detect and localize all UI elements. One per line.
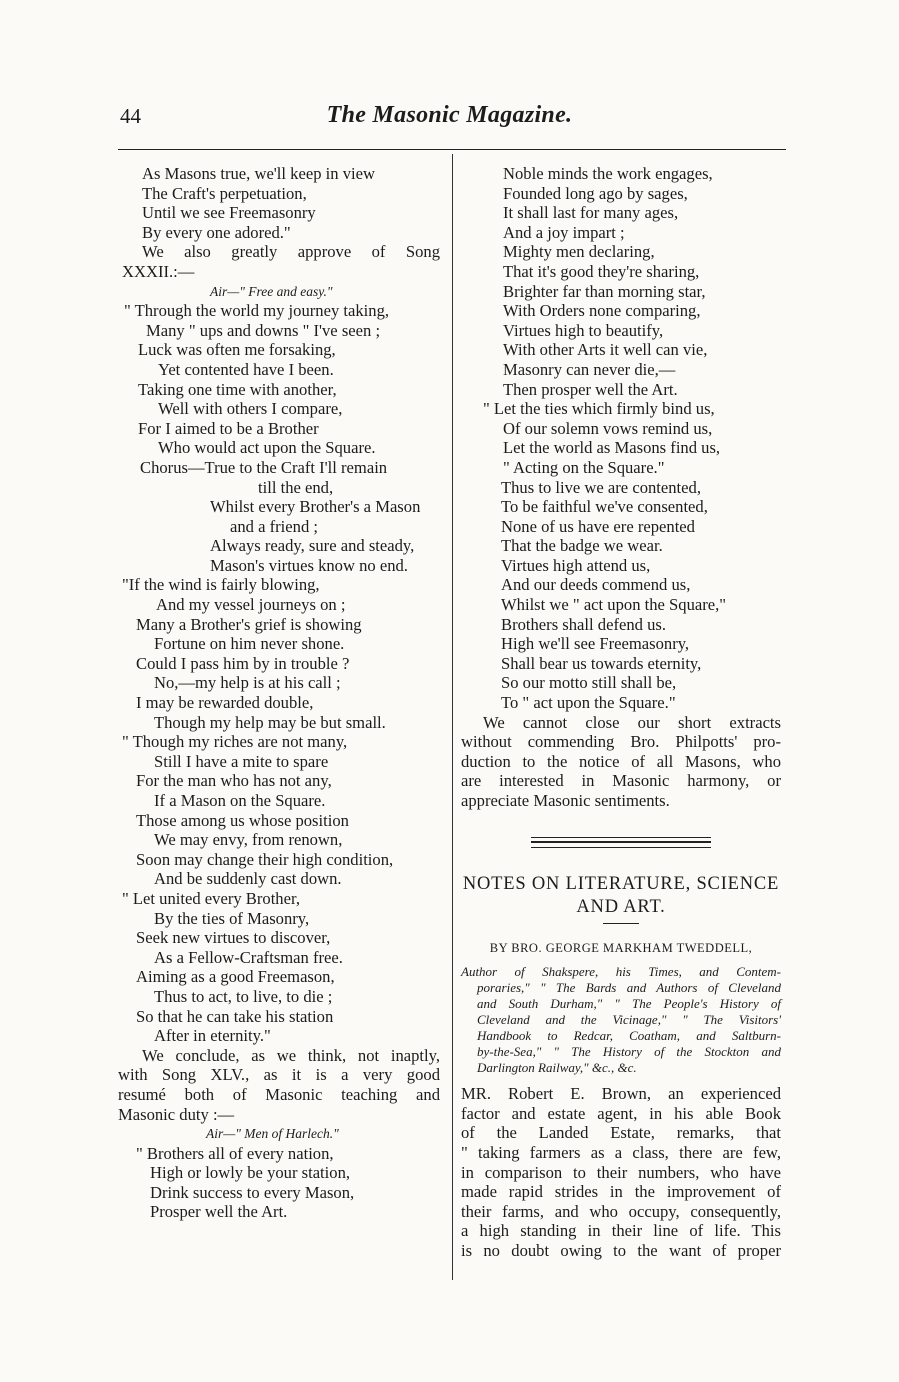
right_column-line: To " act upon the Square." (501, 693, 676, 713)
left_column-line: " Through the world my journey taking, (124, 301, 390, 321)
right_column-line: None of us have ere repented (501, 516, 695, 536)
right_column-line: Founded long ago by sages, (503, 183, 688, 203)
left_column-line: Still I have a mite to spare (154, 751, 329, 771)
left_column-line: Well with others I compare, (158, 399, 343, 419)
left_column-line: If a Mason on the Square. (154, 791, 326, 810)
left_column-line: We also greatly approve of Song (142, 242, 440, 262)
left_column-line: Yet contented have I been. (158, 359, 334, 379)
column-divider (452, 154, 453, 1280)
left_column-line: For I aimed to be a Brother (138, 418, 319, 438)
right_column-line: With other Arts it well can vie, (503, 340, 708, 360)
left_column-line: Soon may change their high condition, (136, 849, 394, 869)
article.author_desc-line: Author of Shakspere, his Times, and Contem- (461, 964, 781, 980)
right_column-line: It shall last for many ages, (503, 203, 679, 223)
right_column-line: We cannot close our short extracts (483, 712, 781, 732)
left_column-line: Air—" Men of Harlech." (206, 1126, 339, 1142)
right_column-line: Mighty men declaring, (503, 242, 655, 262)
article.body-line: MR. Robert E. Brown, an experienced (461, 1084, 781, 1104)
article.author_desc-line: Cleveland and the Vicinage," " The Visitors' (477, 1012, 781, 1028)
right_column-line: Virtues high attend us, (501, 555, 651, 575)
left_column-line: " Brothers all of every nation, (136, 1143, 334, 1163)
left_column-line: After in eternity." (154, 1026, 271, 1046)
article.body-line: their farms, and who occupy, consequently, (461, 1201, 781, 1221)
article.author_desc-line: by-the-Sea," " The History of the Stockton and (477, 1044, 781, 1060)
right_column-line: Then prosper well the Art. (503, 379, 678, 399)
left_column-line: Fortune on him never shone. (154, 634, 345, 654)
left_column-line: Many " ups and downs " I've seen ; (146, 320, 381, 340)
right_column-line: Virtues high to beautify, (503, 320, 664, 340)
page-header (0, 0, 899, 150)
title-rule (461, 919, 781, 929)
left_column-line: The Craft's perpetuation, (142, 183, 307, 203)
right_column-line: Whilst we " act upon the Square," (501, 595, 727, 615)
article.body-line: made rapid strides in the improvement of (461, 1182, 781, 1202)
left_column-line: Taking one time with another, (138, 379, 337, 399)
left_column-line: Drink success to every Mason, (150, 1182, 355, 1202)
article-title-line2: AND ART. (576, 896, 666, 917)
left_column-line: Those among us whose position (136, 810, 349, 830)
right_column-line: " Let the ties which firmly bind us, (483, 399, 715, 419)
right_column-line: And our deeds commend us, (501, 575, 691, 595)
ornamental-rule (461, 837, 781, 851)
left_column-line: We may envy, from renown, (154, 830, 343, 850)
left_column-line: " Let united every Brother, (122, 888, 300, 908)
right_column-line: without commending Bro. Philpotts' pro- (461, 732, 781, 752)
left_column-line: We conclude, as we think, not inaptly, (142, 1045, 440, 1065)
left_column-line: "If the wind is fairly blowing, (122, 575, 320, 595)
left_column-line: Aiming as a good Freemason, (136, 967, 335, 987)
left_column-line: Thus to act, to live, to die ; (154, 986, 333, 1006)
left_column-line: I may be rewarded double, (136, 693, 314, 713)
left_column-line: And be suddenly cast down. (154, 869, 342, 889)
left_column-line: Masonic duty :— (118, 1104, 235, 1124)
left_column-line: For the man who has not any, (136, 771, 332, 791)
right_column-line: That it's good they're sharing, (503, 261, 700, 281)
article-byline: BY BRO. GEORGE MARKHAM TWEDDELL, (489, 940, 753, 955)
right_column-line: Brothers shall defend us. (501, 614, 666, 634)
article-body (461, 1084, 781, 1260)
left_column-line: And my vessel journeys on ; (156, 595, 346, 615)
right_column-line: duction to the notice of all Masons, who (461, 751, 781, 771)
right_column-line: Masonry can never die,— (503, 359, 676, 379)
header-rule (118, 149, 786, 150)
left_column-line: By the ties of Masonry, (154, 908, 310, 928)
left_column-line: Prosper well the Art. (150, 1202, 288, 1222)
right_column-line: appreciate Masonic sentiments. (461, 791, 670, 810)
left_column-line: Who would act upon the Square. (158, 438, 376, 458)
right_column-line: Shall bear us towards eternity, (501, 653, 702, 673)
right_column-line: Of our solemn vows remind us, (503, 418, 713, 438)
left_column-line: resumé both of Masonic teaching and (118, 1084, 440, 1104)
left_column-line: As a Fellow-Craftsman free. (154, 947, 343, 967)
article.body-line: " taking farmers as a class, there are few, (461, 1142, 781, 1162)
right_column-line: are interested in Masonic harmony, or (461, 771, 781, 791)
left_column-line: Though my help may be but small. (154, 712, 386, 732)
article.author_desc-line: poraries," " The Bards and Authors of Cleveland (477, 980, 781, 996)
right-column (461, 164, 781, 1261)
left_column-line: Could I pass him by in trouble ? (136, 653, 350, 673)
left-column (118, 164, 440, 1222)
left_column-line: As Masons true, we'll keep in view (142, 164, 375, 183)
left_column-line: By every one adored." (142, 222, 291, 242)
right_column-line: And a joy impart ; (503, 222, 625, 242)
right_column-line: To be faithful we've consented, (501, 497, 708, 517)
article.body-line: of the Landed Estate, remarks, that (461, 1123, 781, 1143)
left_column-line: Air—" Free and easy." (210, 283, 333, 299)
left_column-line: Mason's virtues know no end. (210, 555, 408, 575)
right_column-line: So our motto still shall be, (501, 673, 677, 693)
left_column-line: Chorus—True to the Craft I'll remain (140, 457, 388, 477)
left_column-line: till the end, (258, 477, 334, 497)
left_column-line: Many a Brother's grief is showing (136, 614, 362, 634)
right_column-line: High we'll see Freemasonry, (501, 634, 690, 654)
left_column-line: Luck was often me forsaking, (138, 340, 336, 360)
article.author_desc-line: Handbook to Redcar, Coatham, and Saltburn- (477, 1028, 781, 1044)
article.author_desc-line: Darlington Railway," &c., &c. (477, 1060, 637, 1076)
running-title: The Masonic Magazine. (326, 102, 573, 128)
left_column-line: Always ready, sure and steady, (210, 536, 415, 556)
right_column-line: Brighter far than morning star, (503, 281, 706, 301)
right_column-line: " Acting on the Square." (503, 457, 665, 477)
left_column-line: Seek new virtues to discover, (136, 928, 331, 948)
article.body-line: is no doubt owing to the want of proper (461, 1240, 781, 1260)
right_column-line: Thus to live we are contented, (501, 477, 701, 497)
article.body-line: a high standing in their line of life. This (461, 1221, 781, 1241)
article.author_desc-line: and South Durham," " The People's History of (477, 996, 781, 1012)
left_column-line: XXXII.:— (122, 261, 195, 281)
right_column-line: That the badge we wear. (501, 536, 663, 556)
left_column-line: Whilst every Brother's a Mason (210, 497, 421, 517)
left_column-line: and a friend ; (230, 516, 319, 536)
left_column-line: No,—my help is at his call ; (154, 673, 341, 693)
page-number: 44 (120, 104, 141, 128)
left_column-line: with Song XLV., as it is a very good (118, 1065, 440, 1085)
right_column-line: Noble minds the work engages, (503, 164, 713, 183)
article.body-line: factor and estate agent, in his able Book (461, 1103, 781, 1123)
left_column-line: High or lowly be your station, (150, 1163, 351, 1183)
left_column-line: So that he can take his station (136, 1006, 334, 1026)
author-description (461, 964, 781, 1076)
right_column-line: Let the world as Masons find us, (503, 438, 721, 458)
left_column-line: " Though my riches are not many, (122, 732, 348, 752)
left_column-line: Until we see Freemasonry (142, 203, 316, 223)
article-title-line1: NOTES ON LITERATURE, SCIENCE (462, 873, 780, 894)
article.body-line: in comparison to their numbers, who have (461, 1162, 781, 1182)
right_column-line: With Orders none comparing, (503, 301, 701, 321)
